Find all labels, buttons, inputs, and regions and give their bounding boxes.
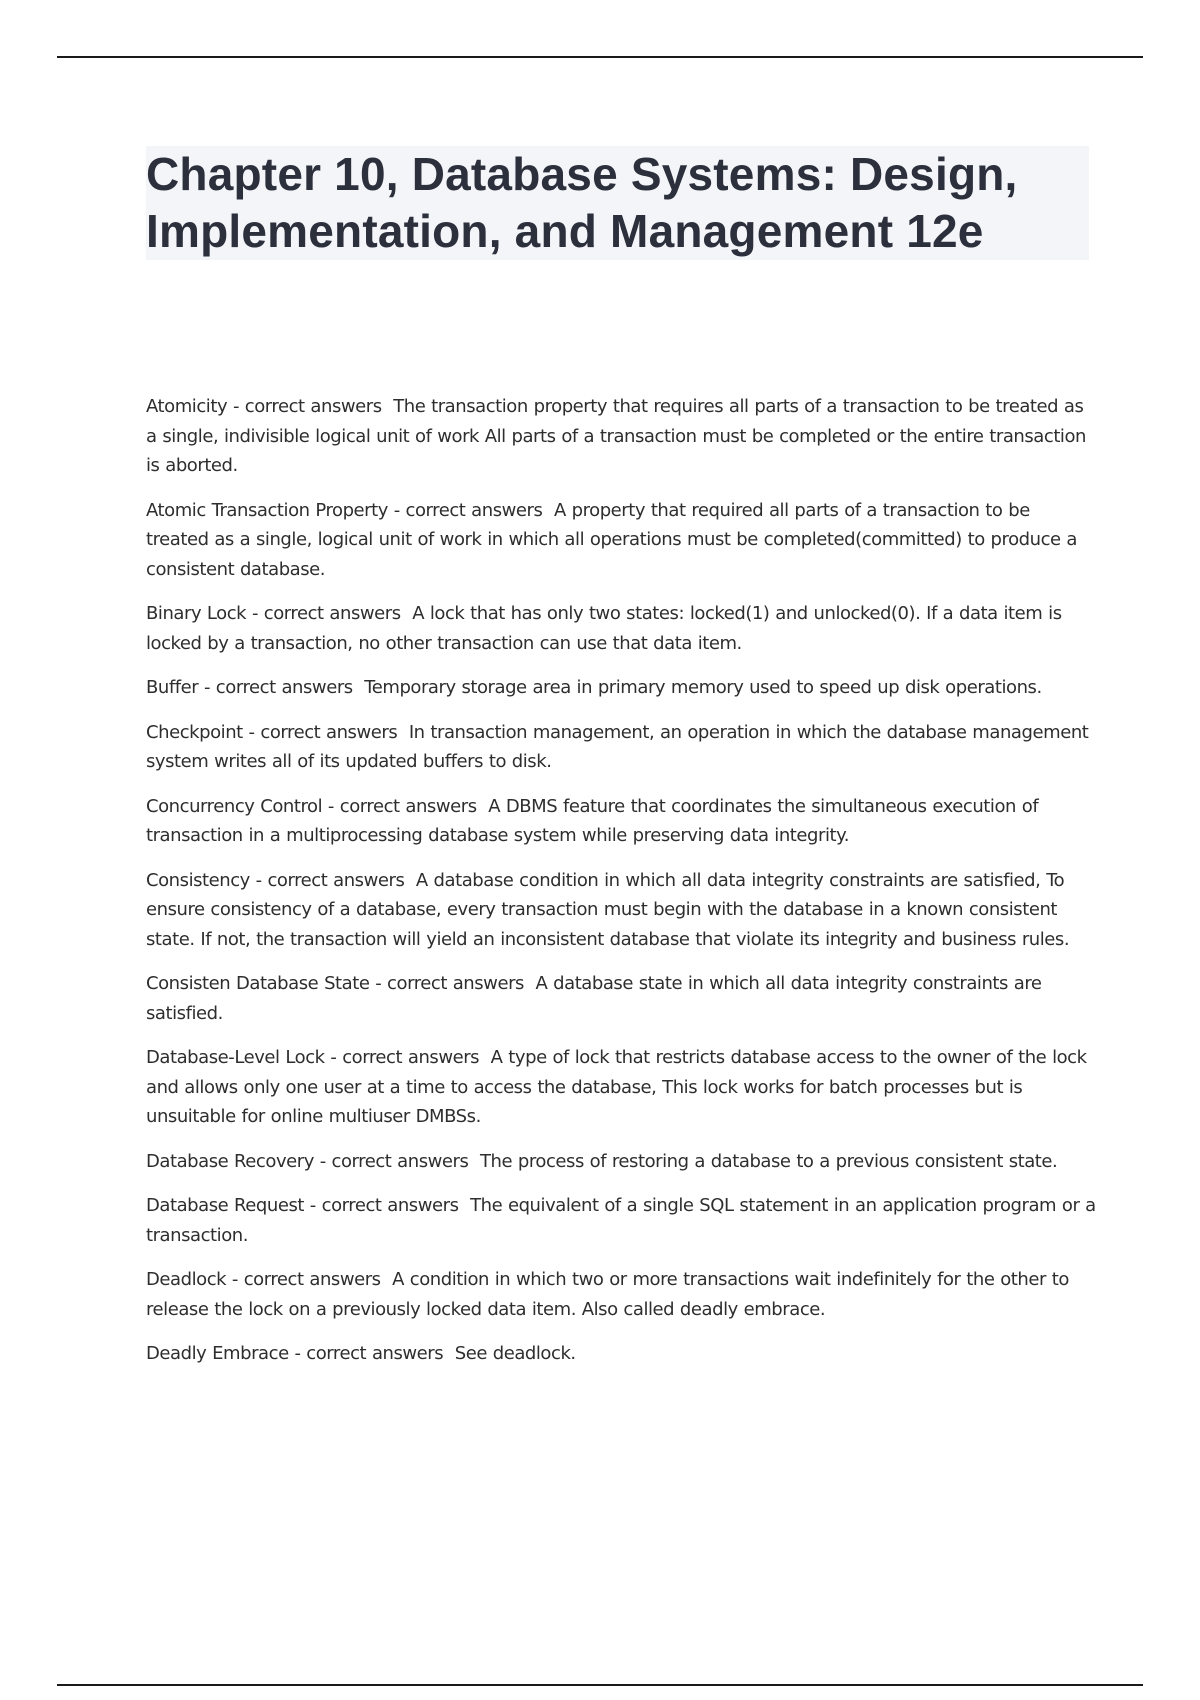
bottom-rule (57, 1684, 1143, 1686)
entry-term: Database Request (146, 1195, 305, 1216)
entry-term: Concurrency Control (146, 795, 323, 817)
entry-term: Deadly Embrace (146, 1343, 289, 1364)
glossary-entry (146, 1339, 1096, 1369)
glossary-entry (146, 496, 1096, 585)
entry-term: Buffer (146, 677, 199, 698)
entry-separator: - correct answers (198, 677, 365, 698)
entry-term: Checkpoint (146, 721, 243, 743)
entry-separator: - correct answers (227, 396, 394, 417)
entry-separator: - correct answers (313, 1150, 480, 1172)
entry-separator: - correct answers (322, 795, 489, 817)
top-rule (57, 56, 1143, 58)
entry-separator: - correct answers (369, 973, 536, 994)
glossary-entry (146, 866, 1096, 955)
title-block (146, 146, 1089, 260)
page-title: Chapter 10, Database Systems: Design, Implementation, and Management 12e (146, 148, 1018, 257)
entry-definition: A type of lock that restricts database access to the owner of the lock and allows only one user at a time to access the database, This lock works for batch processes but is unsuitable for online multiuser DMBSs. (146, 1047, 1087, 1127)
glossary-entry (146, 1191, 1096, 1250)
glossary-entry (146, 1147, 1096, 1177)
glossary-entry (146, 1265, 1096, 1324)
entry-term: Database-Level Lock (146, 1047, 325, 1068)
glossary-entry (146, 1043, 1096, 1132)
entry-term: Atomicity (146, 396, 228, 417)
entry-definition: A condition in which two or more transactions wait indefinitely for the other to release the lock on a previously locked data item. Also called deadly embrace. (146, 1269, 1069, 1320)
glossary-entry (146, 792, 1096, 851)
entry-term: Binary Lock (146, 603, 247, 624)
entry-definition: In transaction management, an operation in which the database management system writes all of its updated buffers to disk. (146, 721, 1089, 772)
glossary-entry (146, 969, 1096, 1028)
entry-definition: See deadlock. (454, 1343, 576, 1364)
entry-separator: - correct answers (288, 1343, 455, 1364)
glossary-list (146, 392, 1096, 1384)
glossary-entry (146, 392, 1096, 481)
entry-term: Consisten Database State (146, 973, 370, 994)
glossary-entry (146, 599, 1096, 658)
entry-separator: - correct answers (246, 603, 413, 624)
entry-definition: A database condition in which all data integrity constraints are satisfied, To ensure consistency of a database, every transaction must begin with the database in a known consistent state. If not, the transaction will yield an inconsistent database that violate its integrity and business rules. (146, 869, 1070, 950)
entry-separator: - correct answers (387, 499, 554, 521)
entry-definition: The equivalent of a single SQL statement in an application program or a transaction. (146, 1195, 1096, 1246)
entry-definition: A lock that has only two states: locked(1) and unlocked(0). If a data item is locked by a transaction, no other transaction can use that data item. (146, 603, 1062, 654)
entry-definition: A database state in which all data integrity constraints are satisfied. (146, 973, 1042, 1024)
entry-definition: A DBMS feature that coordinates the simultaneous execution of transaction in a multiprocessing database system while preserving data integrity. (146, 795, 1039, 846)
glossary-entry (146, 718, 1096, 777)
entry-separator: - correct answers (324, 1047, 491, 1068)
entry-separator: - correct answers (226, 1269, 393, 1290)
entry-separator: - correct answers (249, 869, 416, 891)
entry-term: Deadlock (146, 1269, 227, 1290)
entry-definition: The process of restoring a database to a previous consistent state. (479, 1150, 1058, 1172)
entry-definition: A property that required all parts of a transaction to be treated as a single, logical unit of work in which all operations must be completed(committed) to produce a consistent database. (146, 499, 1077, 580)
entry-definition: Temporary storage area in primary memory used to speed up disk operations. (364, 677, 1042, 698)
entry-separator: - correct answers (242, 721, 409, 743)
entry-separator: - correct answers (304, 1195, 471, 1216)
entry-term: Database Recovery (146, 1150, 314, 1172)
entry-term: Atomic Transaction Property (146, 499, 388, 521)
glossary-entry (146, 673, 1096, 703)
entry-definition: The transaction property that requires all parts of a transaction to be treated as a single, indivisible logical unit of work All parts of a transaction must be completed or the entire transaction is aborted. (146, 396, 1087, 476)
entry-term: Consistency (146, 869, 250, 891)
